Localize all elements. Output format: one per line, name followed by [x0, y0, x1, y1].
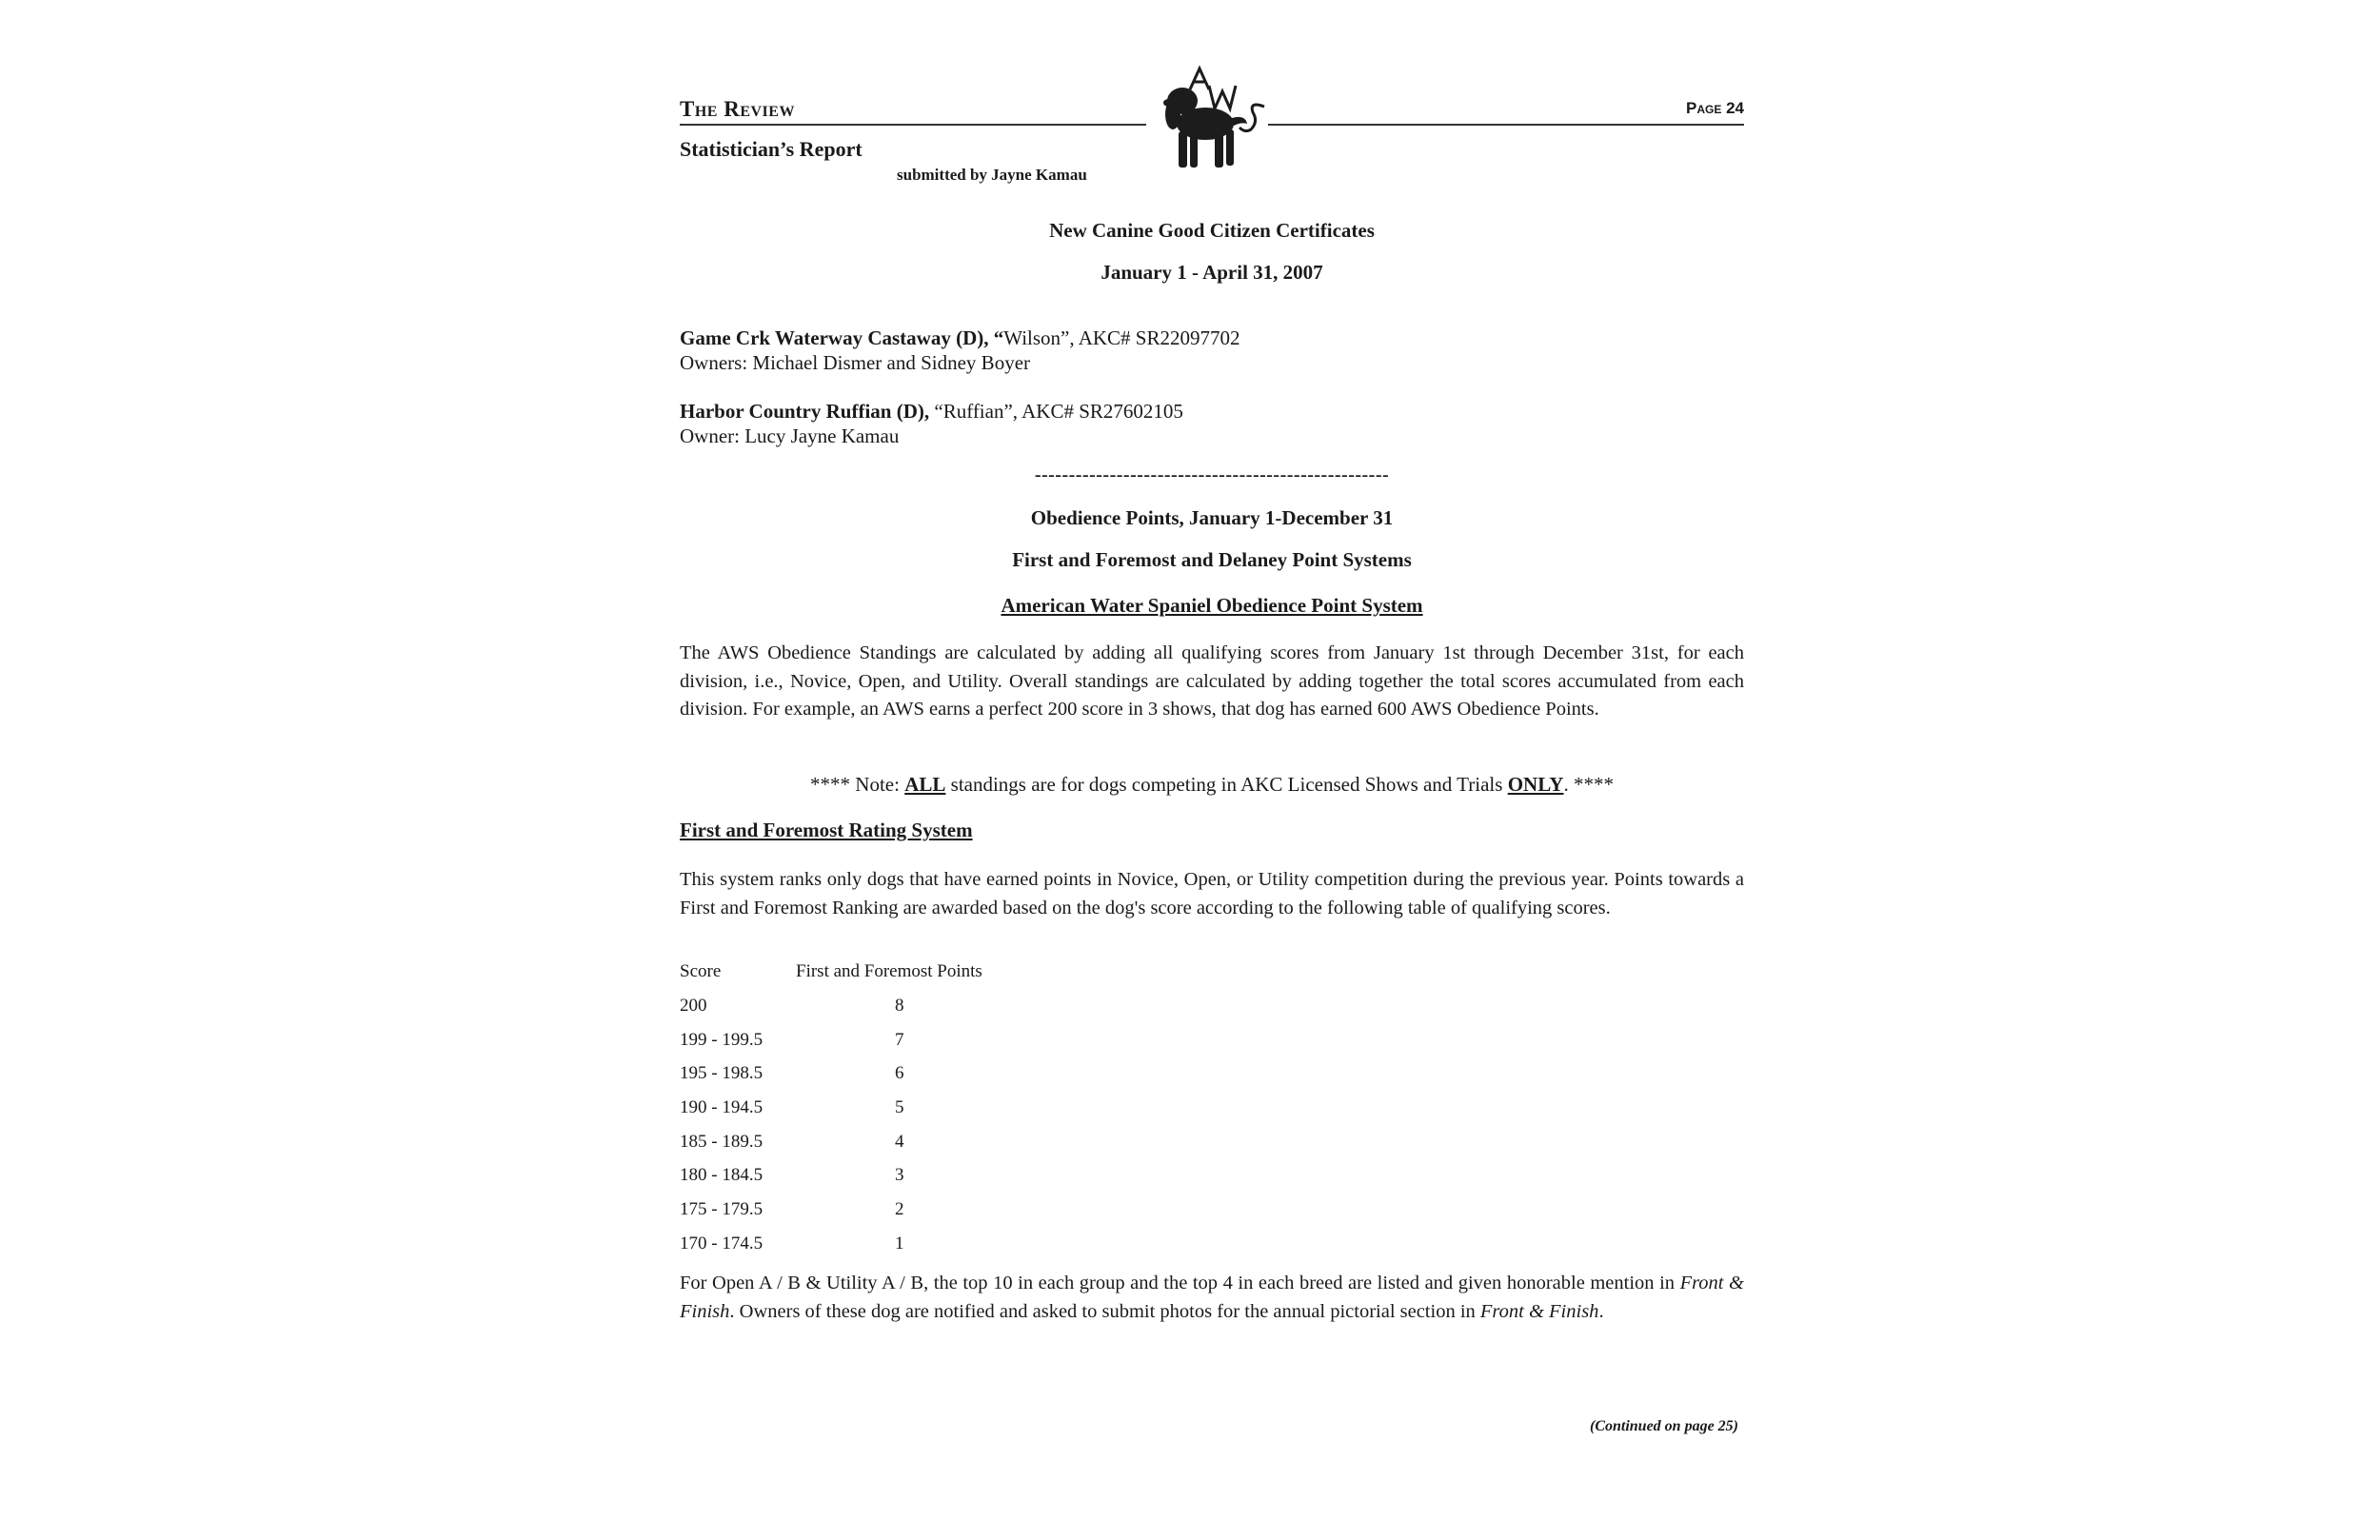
dog-name: Harbor Country Ruffian (D), [680, 400, 930, 423]
newsletter-title: The Review [680, 97, 795, 121]
points-cell: 1 [895, 1233, 904, 1254]
column-header-score: Score [680, 961, 722, 981]
cgc-title: New Canine Good Citizen Certificates [1049, 219, 1375, 242]
aws-logo-graphic [1146, 65, 1268, 177]
obedience-subtitle: First and Foremost and Delaney Point Systems [1012, 548, 1412, 571]
dog-owners: Owners: Michael Dismer and Sidney Boyer [680, 351, 1031, 374]
standings-note [680, 773, 1744, 797]
points-cell: 5 [895, 1097, 904, 1118]
score-cell: 195 - 198.5 [680, 1063, 764, 1084]
score-cell: 199 - 199.5 [680, 1029, 764, 1050]
points-cell: 3 [895, 1165, 904, 1186]
dog-details: Wilson”, AKC# SR22097702 [1003, 326, 1240, 349]
table-row [680, 1030, 982, 1064]
cgc-dates: January 1 - April 31, 2007 [1101, 261, 1323, 284]
score-cell: 170 - 174.5 [680, 1233, 764, 1254]
points-table [680, 961, 982, 1268]
score-cell: 190 - 194.5 [680, 1097, 764, 1118]
cgc-dog-entry [680, 399, 1183, 448]
points-cell: 7 [895, 1029, 904, 1050]
obedience-title: Obedience Points, January 1-December 31 [1030, 506, 1394, 529]
table-row [680, 1063, 982, 1097]
note-middle: standings are for dogs competing in AKC Licensed Shows and Trials [945, 773, 1508, 796]
newsletter-page [680, 57, 1744, 1434]
closing-text: . [1598, 1300, 1604, 1322]
table-row [680, 1199, 982, 1234]
section-divider: ---------------------------------------------------- [1034, 464, 1390, 485]
dog-details: “Ruffian”, AKC# SR27602105 [929, 400, 1183, 423]
score-cell: 180 - 184.5 [680, 1165, 764, 1186]
closing-text: . Owners of these dog are notified and asked to submit photos for the annual pictorial section in [729, 1300, 1480, 1322]
note-only: ONLY [1507, 773, 1564, 796]
table-row [680, 1234, 982, 1268]
score-cell: 185 - 189.5 [680, 1131, 764, 1152]
dog-owners: Owner: Lucy Jayne Kamau [680, 424, 900, 447]
report-title: Statistician’s Report [680, 137, 863, 161]
score-cell: 175 - 179.5 [680, 1199, 764, 1220]
dog-name: Game Crk Waterway Castaway (D), “ [680, 326, 1004, 349]
points-cell: 6 [895, 1063, 904, 1084]
table-row [680, 1165, 982, 1199]
closing-text: For Open A / B & Utility A / B, the top 10 in each group and the top 4 in each breed are listed and given honorable mention in [680, 1273, 1680, 1293]
note-suffix: . **** [1563, 773, 1614, 796]
first-foremost-heading: First and Foremost Rating System [680, 819, 973, 841]
table-row [680, 1097, 982, 1132]
first-foremost-paragraph: This system ranks only dogs that have earned points in Novice, Open, or Utility competition during the previous year. Points towards a First and Foremost Ranking are awarded based on the dog's score according to the following table of qualifying scores. [680, 869, 1744, 918]
publication-name: Front & Finish [680, 1273, 1744, 1322]
points-cell: 2 [895, 1199, 904, 1220]
score-cell: 200 [680, 996, 707, 1016]
points-table-header [680, 961, 982, 996]
points-cell: 8 [895, 996, 904, 1016]
closing-paragraph [680, 1270, 1744, 1326]
submitted-by: submitted by Jayne Kamau [897, 166, 1087, 184]
table-row [680, 996, 982, 1030]
aws-dog-logo [1146, 65, 1268, 177]
continued-note: (Continued on page 25) [1589, 1418, 1738, 1434]
publication-name: Front & Finish [1479, 1300, 1599, 1322]
obedience-system-title: American Water Spaniel Obedience Point System [1001, 594, 1423, 617]
note-all: ALL [904, 773, 946, 796]
column-header-points: First and Foremost Points [796, 961, 982, 981]
note-prefix: **** Note: [810, 773, 905, 796]
points-cell: 4 [895, 1131, 904, 1152]
obedience-paragraph: The AWS Obedience Standings are calculated by adding all qualifying scores from January 1st through December 31st, for each division, i.e., Novice, Open, and Utility. Overall standings are calculated by adding together the total scores accumulated from each division. For example, an AWS earns a perfect 200 score in 3 shows, that dog has earned 600 AWS Obedience Points. [680, 642, 1744, 720]
page-number: Page 24 [1686, 99, 1744, 117]
table-row [680, 1132, 982, 1166]
cgc-dog-entry [680, 326, 1240, 375]
